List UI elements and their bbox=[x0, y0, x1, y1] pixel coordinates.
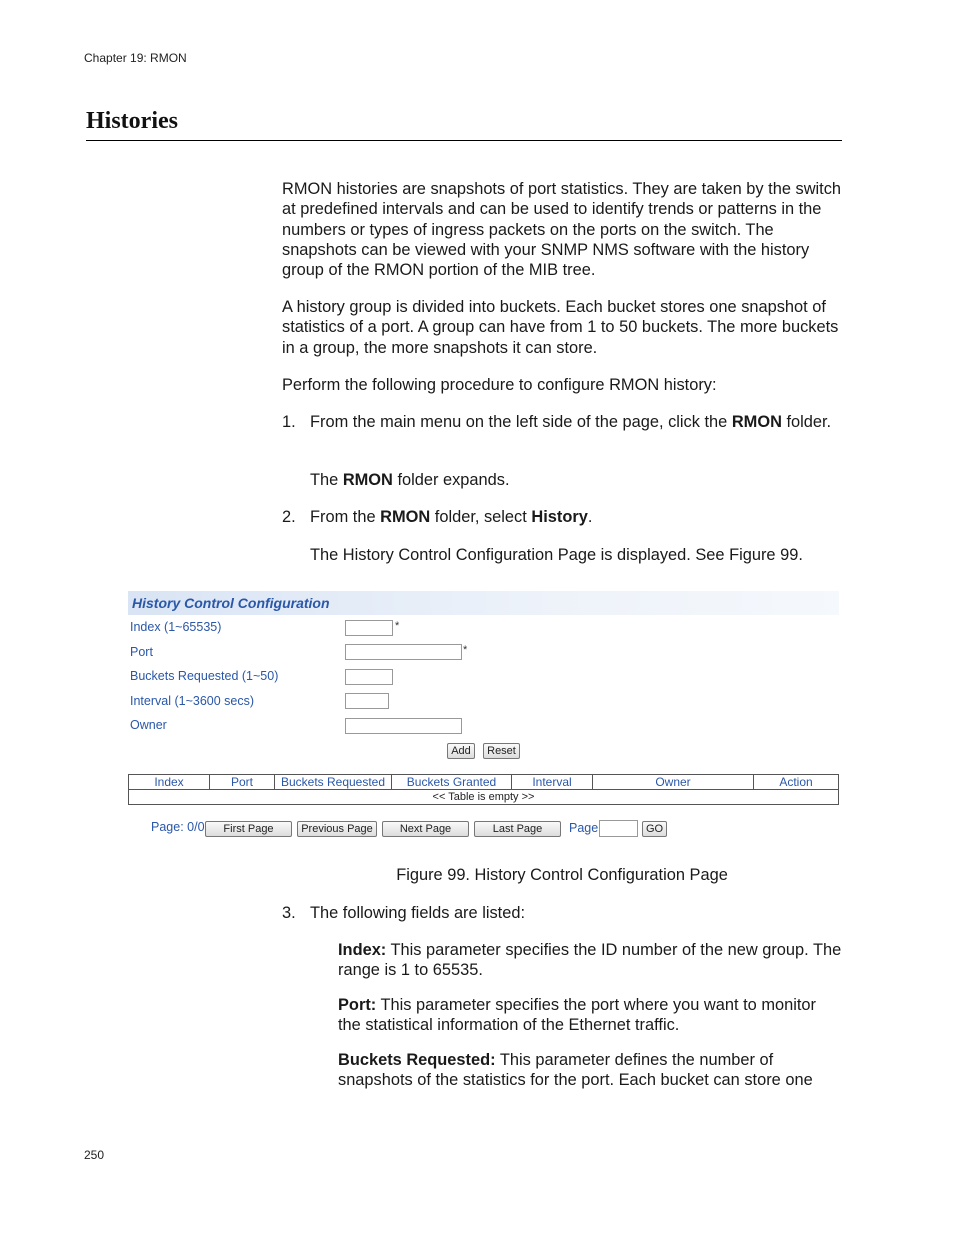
intro-paragraph-1: RMON histories are snapshots of port statistics. They are taken by the switch at predefined intervals and can be used to identify trends or patterns in the numbers or types of ingress packets on the ports on the switch. The snapshots can be viewed with your SNMP NMS software with the history group of the RMON portion of the MIB tree. bbox=[282, 180, 842, 280]
running-header: Chapter 19: RMON bbox=[84, 51, 187, 65]
col-port: Port bbox=[210, 775, 275, 790]
step-1-text bbox=[310, 412, 840, 432]
step-2-mid: folder, select bbox=[430, 508, 532, 526]
table-row bbox=[129, 790, 839, 805]
last-page-button[interactable]: Last Page bbox=[474, 821, 561, 837]
step-1-bold: RMON bbox=[731, 413, 782, 431]
step-1-result bbox=[310, 470, 840, 490]
page-number-input[interactable] bbox=[599, 820, 638, 837]
col-action: Action bbox=[754, 775, 839, 790]
index-input[interactable] bbox=[345, 620, 393, 636]
col-owner: Owner bbox=[593, 775, 754, 790]
col-buckets-granted: Buckets Granted bbox=[392, 775, 512, 790]
field-buckets-desc: This parameter defines the number of snapshots of the statistics for the port. Each bucket can store one bbox=[338, 1051, 813, 1090]
step-1-post: folder. bbox=[781, 413, 832, 431]
reset-button[interactable]: Reset bbox=[483, 743, 520, 759]
interval-label: Interval (1~3600 secs) bbox=[130, 694, 255, 708]
step-1-result-pre: The bbox=[310, 471, 343, 489]
step-1-result-post: folder expands. bbox=[392, 471, 510, 489]
intro-paragraph-2: A history group is divided into buckets. Each bucket stores one snapshot of statistics of a port. A group can have from 1 to 50 buckets. The more buckets in a group, the more snapshots it can store. bbox=[282, 298, 839, 357]
figure-header-bar bbox=[128, 591, 839, 615]
step-2-bold-1: RMON bbox=[380, 508, 431, 526]
buckets-label: Buckets Requested (1~50) bbox=[130, 669, 279, 683]
col-buckets-requested: Buckets Requested bbox=[275, 775, 392, 790]
field-index-desc: This parameter specifies the ID number of the new group. The range is 1 to 65535. bbox=[338, 941, 842, 980]
owner-input[interactable] bbox=[345, 718, 462, 734]
field-buckets-name: Buckets Requested: bbox=[338, 1051, 496, 1069]
step-2-pre: From the bbox=[310, 508, 381, 526]
field-index-name: Index: bbox=[338, 941, 387, 959]
field-index-description bbox=[338, 940, 842, 981]
step-3-text: The following fields are listed: bbox=[310, 904, 526, 922]
port-input[interactable] bbox=[345, 644, 462, 660]
previous-page-button[interactable]: Previous Page bbox=[297, 821, 377, 837]
buckets-input[interactable] bbox=[345, 669, 393, 685]
title-rule bbox=[86, 140, 842, 141]
owner-label: Owner bbox=[130, 718, 167, 732]
figure-caption: Figure 99. History Control Configuration Page bbox=[396, 866, 728, 884]
first-page-button[interactable]: First Page bbox=[205, 821, 292, 837]
step-1-result-bold: RMON bbox=[342, 471, 393, 489]
step-2-bold-2: History bbox=[531, 508, 588, 526]
field-buckets-description bbox=[338, 1050, 842, 1091]
step-3-number: 3. bbox=[282, 904, 296, 922]
go-button[interactable]: GO bbox=[642, 821, 667, 837]
step-2-post: . bbox=[587, 508, 593, 526]
table-header-row bbox=[129, 775, 839, 790]
section-title: Histories bbox=[86, 108, 178, 134]
step-2-result: The History Control Configuration Page is displayed. See Figure 99. bbox=[310, 546, 803, 564]
page-info: Page: 0/0 bbox=[151, 820, 205, 834]
page-label: Page bbox=[569, 821, 599, 835]
page-number: 250 bbox=[84, 1148, 105, 1162]
field-port-desc: This parameter specifies the port where you want to monitor the statistical information of the Ethernet traffic. bbox=[338, 996, 816, 1035]
col-interval: Interval bbox=[512, 775, 593, 790]
field-port-description bbox=[338, 995, 842, 1036]
figure-heading: History Control Configuration bbox=[132, 595, 330, 611]
index-label: Index (1~65535) bbox=[130, 620, 222, 634]
port-required-mark: * bbox=[463, 644, 468, 656]
history-control-figure bbox=[126, 590, 842, 840]
intro-paragraph-3: Perform the following procedure to configure RMON history: bbox=[282, 376, 717, 394]
step-2-number: 2. bbox=[282, 508, 296, 526]
table-empty-message: << Table is empty >> bbox=[129, 790, 839, 805]
interval-input[interactable] bbox=[345, 693, 389, 709]
index-required-mark: * bbox=[395, 620, 400, 632]
port-label: Port bbox=[130, 645, 153, 659]
next-page-button[interactable]: Next Page bbox=[382, 821, 469, 837]
step-1-number: 1. bbox=[282, 413, 296, 431]
add-button[interactable]: Add bbox=[447, 743, 475, 759]
history-table bbox=[128, 774, 839, 805]
step-2-text bbox=[310, 507, 840, 527]
step-1-pre: From the main menu on the left side of the page, click the bbox=[310, 413, 732, 431]
col-index: Index bbox=[129, 775, 210, 790]
field-port-name: Port: bbox=[338, 996, 377, 1014]
